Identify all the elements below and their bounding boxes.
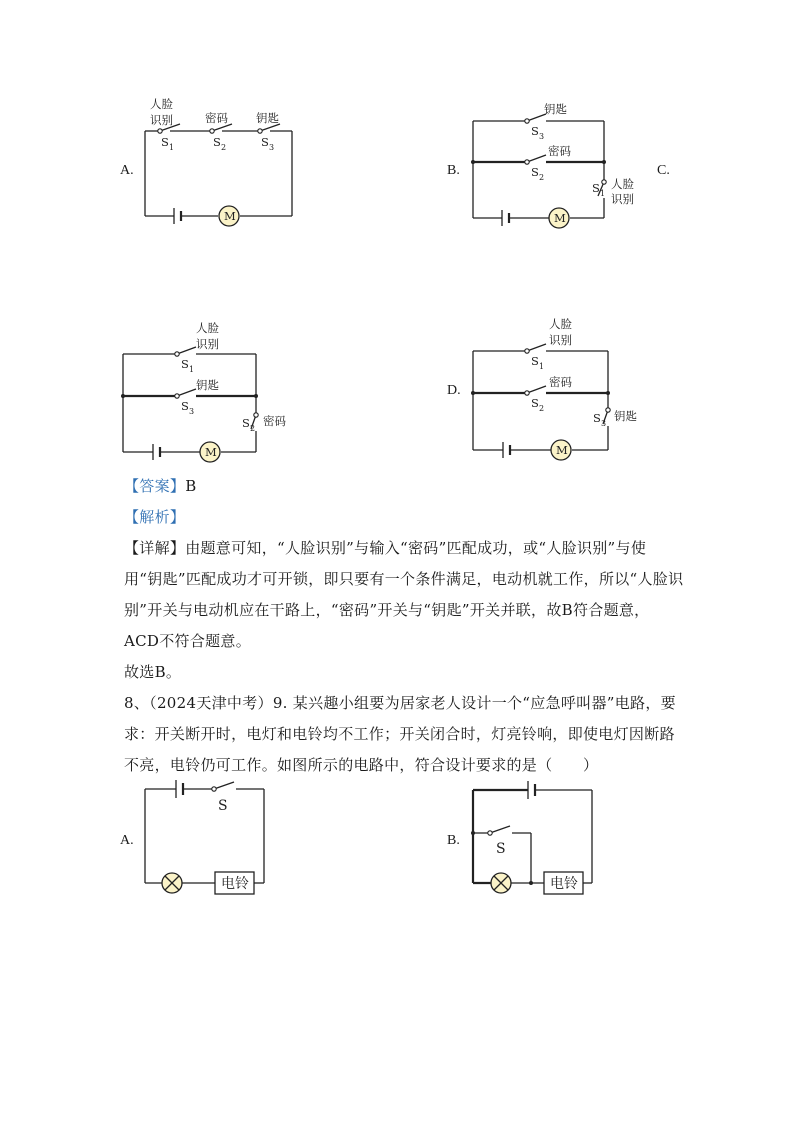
- svg-text:M: M: [554, 211, 566, 225]
- svg-text:2: 2: [539, 173, 545, 182]
- svg-text:1: 1: [169, 143, 175, 152]
- svg-text:人脸: 人脸: [549, 317, 572, 331]
- svg-text:1: 1: [189, 365, 195, 374]
- svg-text:2: 2: [539, 404, 545, 413]
- svg-text:识别: 识别: [549, 333, 572, 347]
- svg-text:S: S: [593, 411, 601, 425]
- detail-tag: 【详解】: [124, 539, 186, 557]
- svg-text:电铃: 电铃: [550, 876, 578, 892]
- q7-conclusion: 故选B。: [124, 663, 182, 681]
- svg-text:识别: 识别: [611, 192, 634, 206]
- svg-text:1: 1: [539, 362, 545, 371]
- q7-option-b-letter: B.: [447, 163, 460, 178]
- svg-text:识别: 识别: [196, 337, 219, 351]
- svg-text:3: 3: [601, 419, 607, 428]
- svg-text:S: S: [218, 798, 228, 814]
- answer-tag: 【答案】: [124, 477, 186, 495]
- svg-text:S: S: [592, 181, 600, 195]
- svg-text:密码: 密码: [549, 375, 572, 389]
- svg-text:人脸: 人脸: [611, 177, 634, 191]
- svg-text:S: S: [531, 354, 539, 368]
- q8-option-a-letter: A.: [120, 833, 134, 848]
- svg-text:密码: 密码: [548, 144, 571, 158]
- svg-text:2: 2: [250, 424, 256, 433]
- svg-text:钥匙: 钥匙: [544, 102, 567, 116]
- detail-text: 由题意可知，“人脸识别”与输入“密码”匹配成功，或“人脸识别”与使用“钥匙”匹配成功才可开锁，即只要有一个条件满足，电动机就工作，所以“人脸识别”开关与电动机应在干路上，“密码”开关与“钥匙”开关并联，故B符合题意，ACD不符合题意。: [124, 539, 684, 650]
- q7-option-d-letter: D.: [447, 383, 461, 398]
- svg-text:识别: 识别: [150, 113, 173, 127]
- svg-text:1: 1: [600, 189, 606, 198]
- svg-text:密码: 密码: [205, 111, 228, 125]
- svg-text:钥匙: 钥匙: [256, 111, 279, 125]
- svg-text:S: S: [531, 124, 539, 138]
- svg-text:S: S: [161, 135, 169, 149]
- analysis-tag: 【解析】: [124, 508, 186, 526]
- svg-text:S: S: [261, 135, 269, 149]
- svg-text:M: M: [556, 443, 568, 457]
- svg-text:人脸: 人脸: [150, 97, 173, 111]
- q7-option-a-letter: A.: [120, 163, 134, 178]
- svg-text:密码: 密码: [263, 414, 286, 428]
- svg-text:钥匙: 钥匙: [614, 409, 637, 423]
- svg-text:M: M: [205, 445, 217, 459]
- svg-text:人脸: 人脸: [196, 321, 219, 335]
- svg-text:3: 3: [269, 143, 275, 152]
- answer-value: B: [185, 477, 197, 495]
- q8-option-b-letter: B.: [447, 833, 460, 848]
- q7-a-motor-label: M: [224, 209, 236, 223]
- svg-text:2: 2: [221, 143, 227, 152]
- svg-text:S: S: [181, 399, 189, 413]
- svg-text:S: S: [531, 396, 539, 410]
- svg-text:3: 3: [539, 132, 545, 141]
- q7-option-c-letter: C.: [657, 163, 670, 178]
- svg-text:S: S: [242, 416, 250, 430]
- svg-text:钥匙: 钥匙: [196, 378, 219, 392]
- q8-question-text: 8、（2024天津中考）9. 某兴趣小组要为居家老人设计一个“应急呼叫器”电路，要求：开关断开时，电灯和电铃均不工作；开关闭合时，灯亮铃响，即使电灯因断路不亮，电铃仍可工作。如图所示的电路中，符合设计要求的是（ ）: [124, 694, 676, 774]
- svg-text:电铃: 电铃: [221, 876, 249, 892]
- svg-text:3: 3: [189, 407, 195, 416]
- svg-text:S: S: [496, 841, 506, 857]
- svg-text:S: S: [181, 357, 189, 371]
- svg-text:S: S: [531, 165, 539, 179]
- svg-text:S: S: [213, 135, 221, 149]
